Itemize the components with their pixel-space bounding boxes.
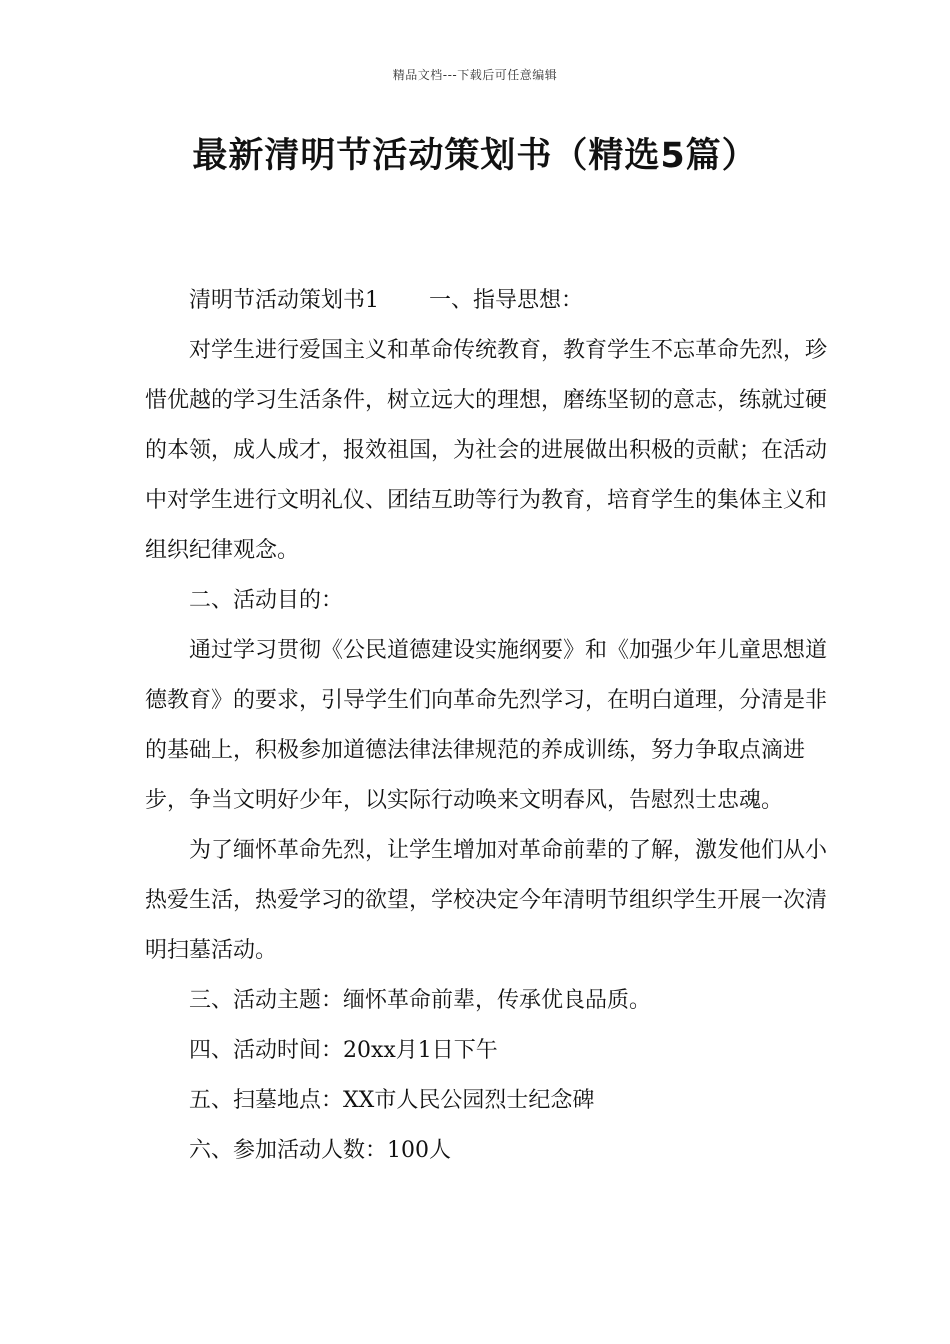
paragraph-guiding-ideology: 对学生进行爱国主义和革命传统教育，教育学生不忘革命先烈，珍惜优越的学习生活条件，树立远大的理想，磨练坚韧的意志，练就过硬的本领，成人成才，报效祖国，为社会的进展做出积极的贡献；在活动中对学生进行文明礼仪、团结互助等行为教育，培育学生的集体主义和组织纪律观念。 xyxy=(145,338,828,563)
section-heading xyxy=(145,276,835,326)
section-label: 清明节活动策划书1 xyxy=(189,288,379,313)
item-activity-theme: 三、活动主题：缅怀革命前辈，传承优良品质。 xyxy=(189,988,652,1013)
item-participant-count: 六、参加活动人数：100人 xyxy=(189,1138,451,1163)
document-title: 最新清明节活动策划书（精选5篇） xyxy=(192,136,758,176)
heading-guiding-ideology: 一、指导思想： xyxy=(429,288,584,313)
heading-activity-purpose: 二、活动目的： xyxy=(189,588,344,613)
item-activity-location: 五、扫墓地点：XX市人民公园烈士纪念碑 xyxy=(189,1088,595,1113)
item-activity-time: 四、活动时间：20xx月1日下午 xyxy=(189,1038,498,1063)
document-body xyxy=(145,276,835,1176)
paragraph-activity-purpose: 通过学习贯彻《公民道德建设实施纲要》和《加强少年儿童思想道德教育》的要求，引导学生们向革命先烈学习，在明白道理，分清是非的基础上，积极参加道德法律法律规范的养成训练，努力争取点滴进步，争当文明好少年，以实际行动唤来文明春风，告慰烈士忠魂。 xyxy=(145,638,828,813)
paragraph-activity-reason: 为了缅怀革命先烈，让学生增加对革命前辈的了解，激发他们从小热爱生活，热爱学习的欲望，学校决定今年清明节组织学生开展一次清明扫墓活动。 xyxy=(145,838,828,963)
header-note: 精品文档---下载后可任意编辑 xyxy=(392,68,558,82)
